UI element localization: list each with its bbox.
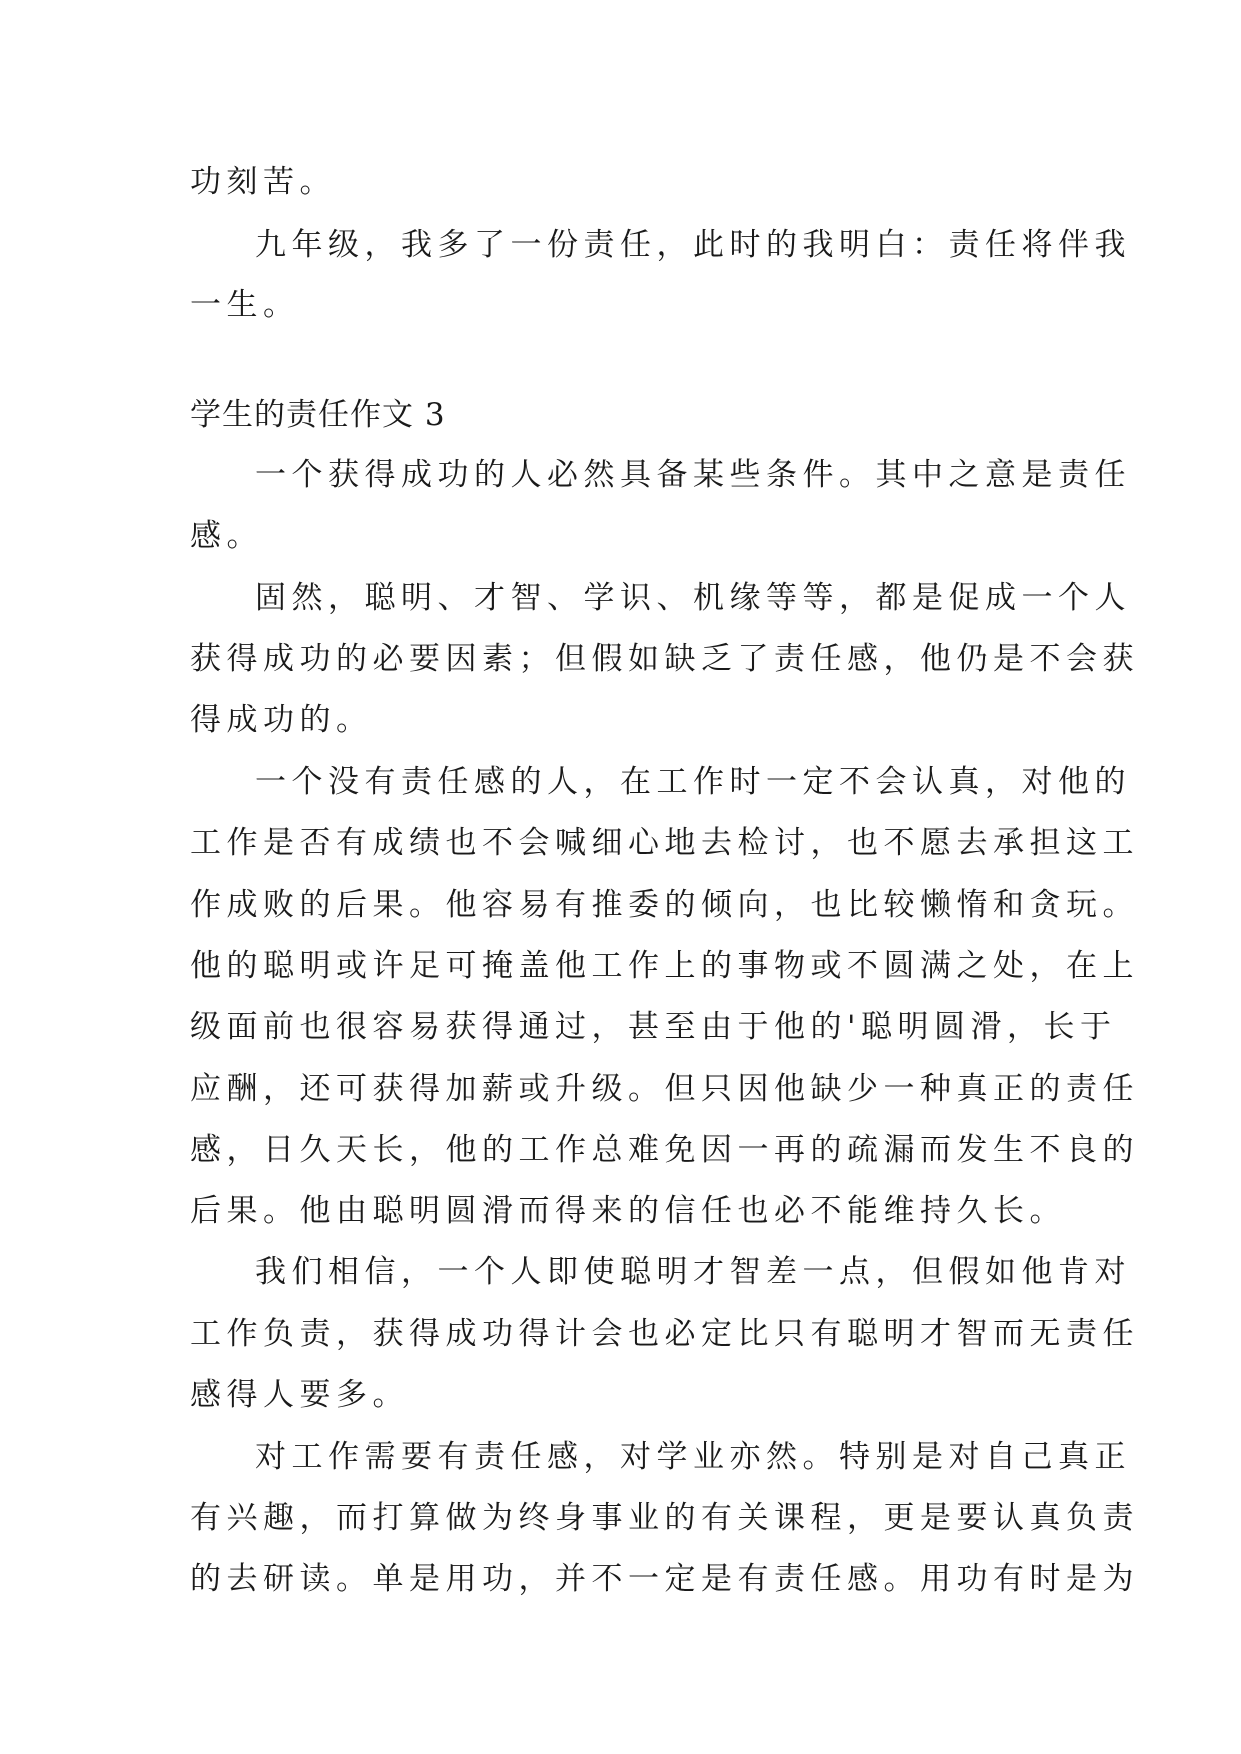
text-line: 应酬，还可获得加薪或升级。但只因他缺少一种真正的责任 xyxy=(190,1071,1139,1107)
text-line: 一个获得成功的人必然具备某些条件。其中之意是责任 xyxy=(255,457,1131,493)
text-line: 感，日久天长，他的工作总难免因一再的疏漏而发生不良的 xyxy=(190,1132,1139,1168)
text-line: 的去研读。单是用功，并不一定是有责任感。用功有时是为 xyxy=(190,1561,1139,1597)
text-line: 一生。 xyxy=(190,287,300,323)
text-line: 固然，聪明、才智、学识、机缘等等，都是促成一个人 xyxy=(255,580,1131,616)
text-line: 工作负责，获得成功得计会也必定比只有聪明才智而无责任 xyxy=(190,1316,1139,1352)
text-line: 感得人要多。 xyxy=(190,1377,409,1413)
text-line: 功刻苦。 xyxy=(190,164,336,200)
text-line: 作成败的后果。他容易有推委的倾向，也比较懒惰和贪玩。 xyxy=(190,887,1139,923)
text-line: 我们相信，一个人即使聪明才智差一点，但假如他肯对 xyxy=(255,1254,1131,1290)
text-line: 获得成功的必要因素；但假如缺乏了责任感，他仍是不会获 xyxy=(190,641,1139,677)
text-line: 一个没有责任感的人，在工作时一定不会认真，对他的 xyxy=(255,764,1131,800)
text-line: 有兴趣，而打算做为终身事业的有关课程，更是要认真负责 xyxy=(190,1500,1139,1536)
text-line: 后果。他由聪明圆滑而得来的信任也必不能维持久长。 xyxy=(190,1193,1066,1229)
text-line: 得成功的。 xyxy=(190,702,373,738)
text-line: 对工作需要有责任感，对学业亦然。特别是对自己真正 xyxy=(255,1439,1131,1475)
text-line: 九年级，我多了一份责任，此时的我明白：责任将伴我 xyxy=(255,227,1131,263)
text-line: 他的聪明或许足可掩盖他工作上的事物或不圆满之处，在上 xyxy=(190,948,1139,984)
section-heading: 学生的责任作文 3 xyxy=(190,397,446,433)
text-line: 感。 xyxy=(190,518,263,554)
text-line: 工作是否有成绩也不会喊细心地去检讨，也不愿去承担这工 xyxy=(190,825,1139,861)
text-line: 级面前也很容易获得通过，甚至由于他的'聪明圆滑，长于 xyxy=(190,1009,1117,1045)
